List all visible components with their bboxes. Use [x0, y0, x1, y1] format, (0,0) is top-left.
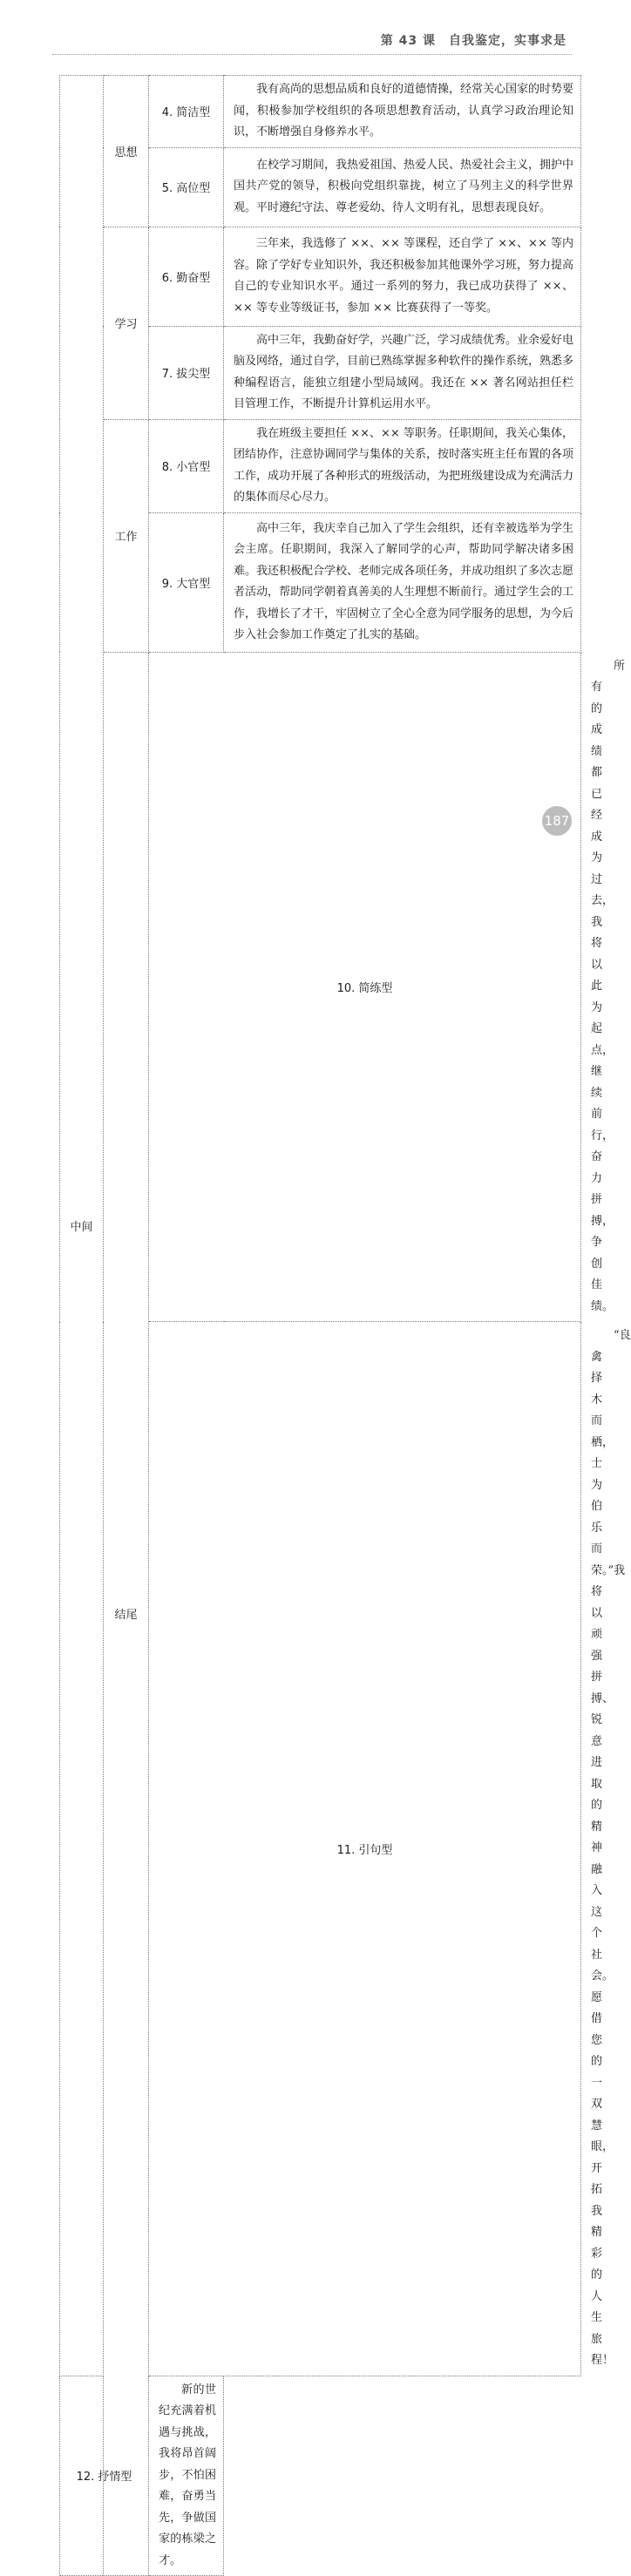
type-label: 8. 小官型	[149, 419, 224, 512]
type-label: 9. 大官型	[149, 512, 224, 652]
type-label: 5. 高位型	[149, 147, 224, 227]
header-divider	[52, 54, 572, 55]
type-label: 11. 引句型	[149, 1322, 581, 2376]
group-label-thought: 思想	[104, 76, 149, 227]
page-number-badge: 187	[542, 806, 572, 836]
type-label: 6. 勤奋型	[149, 227, 224, 326]
lesson-title: 第 43 课 自我鉴定，实事求是	[380, 34, 567, 48]
example-text: 我在班级主要担任 ××、×× 等职务。任职期间，我关心集体，团结协作，注意协调同学与集体的关系，按时落实班主任布置的各项工作，成功开展了各种形式的班级活动，为把班级建设成为充满活力的集体而尽心尽力。	[224, 419, 581, 512]
type-label: 7. 拔尖型	[149, 326, 224, 419]
example-text: 高中三年，我勤奋好学，兴趣广泛，学习成绩优秀。业余爱好电脑及网络，通过自学，目前已熟练掌握多种软件的操作系统，熟悉多种编程语言，能独立组建小型局域网。我还在 ×× 著名网站担任栏目管理工作，不断提升计算机运用水平。	[224, 326, 581, 419]
group-label-work: 工作	[104, 419, 149, 652]
table-row	[60, 227, 581, 326]
table-row: 11. 引句型 “良禽择木而栖，士为伯乐而荣。”我将以顽强拼搏、锐意进取的精神融入这个社会。愿借您的一双慧眼，开拓我精彩的人生旅程！	[60, 1322, 581, 2376]
section-label-middle: 中间	[60, 76, 104, 2376]
example-text: 新的世纪充满着机遇与挑战，我将昂首阔步，不怕困难，奋勇当先，争做国家的栋梁之才。	[149, 2376, 224, 2576]
page-header	[52, 31, 572, 56]
type-label: 4. 简洁型	[149, 76, 224, 148]
self-evaluation-table	[59, 75, 631, 2576]
example-text: 我有高尚的思想品质和良好的道德情操，经常关心国家的时势要闻，积极参加学校组织的各项思想教育活动，认真学习政治理论知识，不断增强自身修养水平。	[224, 76, 581, 148]
group-label-study: 学习	[104, 227, 149, 419]
type-label: 12. 抒情型	[60, 2376, 149, 2576]
example-text: 高中三年，我庆幸自己加入了学生会组织，还有幸被选举为学生会主席。任职期间，我深入了解同学的心声，帮助同学解决诸多困难。我还积极配合学校、老师完成各项任务，并成功组织了多次志愿者活动，帮助同学朝着真善美的人生理想不断前行。通过学生会的工作，我增长了才干，牢固树立了全心全意为同学服务的思想，为今后步入社会参加工作奠定了扎实的基础。	[224, 512, 581, 652]
table-row	[60, 2376, 581, 2576]
section-label-ending: 结尾	[104, 652, 149, 2576]
example-text: 在校学习期间，我热爱祖国、热爱人民、热爱社会主义，拥护中国共产党的领导，积极向党组织靠拢，树立了马列主义的科学世界观。平时遵纪守法、尊老爱幼、待人文明有礼，思想表现良好。	[224, 147, 581, 227]
table-row: 结尾 10. 简练型 所有的成绩都已经成为过去，我将以此为起点，继续前行，奋力拼搏，争创佳绩。	[60, 652, 581, 1322]
table-row	[60, 419, 581, 512]
example-text: 三年来，我选修了 ××、×× 等课程，还自学了 ××、×× 等内容。除了学好专业知识外，我还积极参加其他课外学习班，努力提高自己的专业知识水平。通过一系列的努力，我已成功获得了 ××、×× 等专业等级证书，参加 ×× 比赛获得了一等奖。	[224, 227, 581, 326]
table-row	[60, 76, 581, 148]
type-label: 10. 简练型	[149, 652, 581, 1322]
